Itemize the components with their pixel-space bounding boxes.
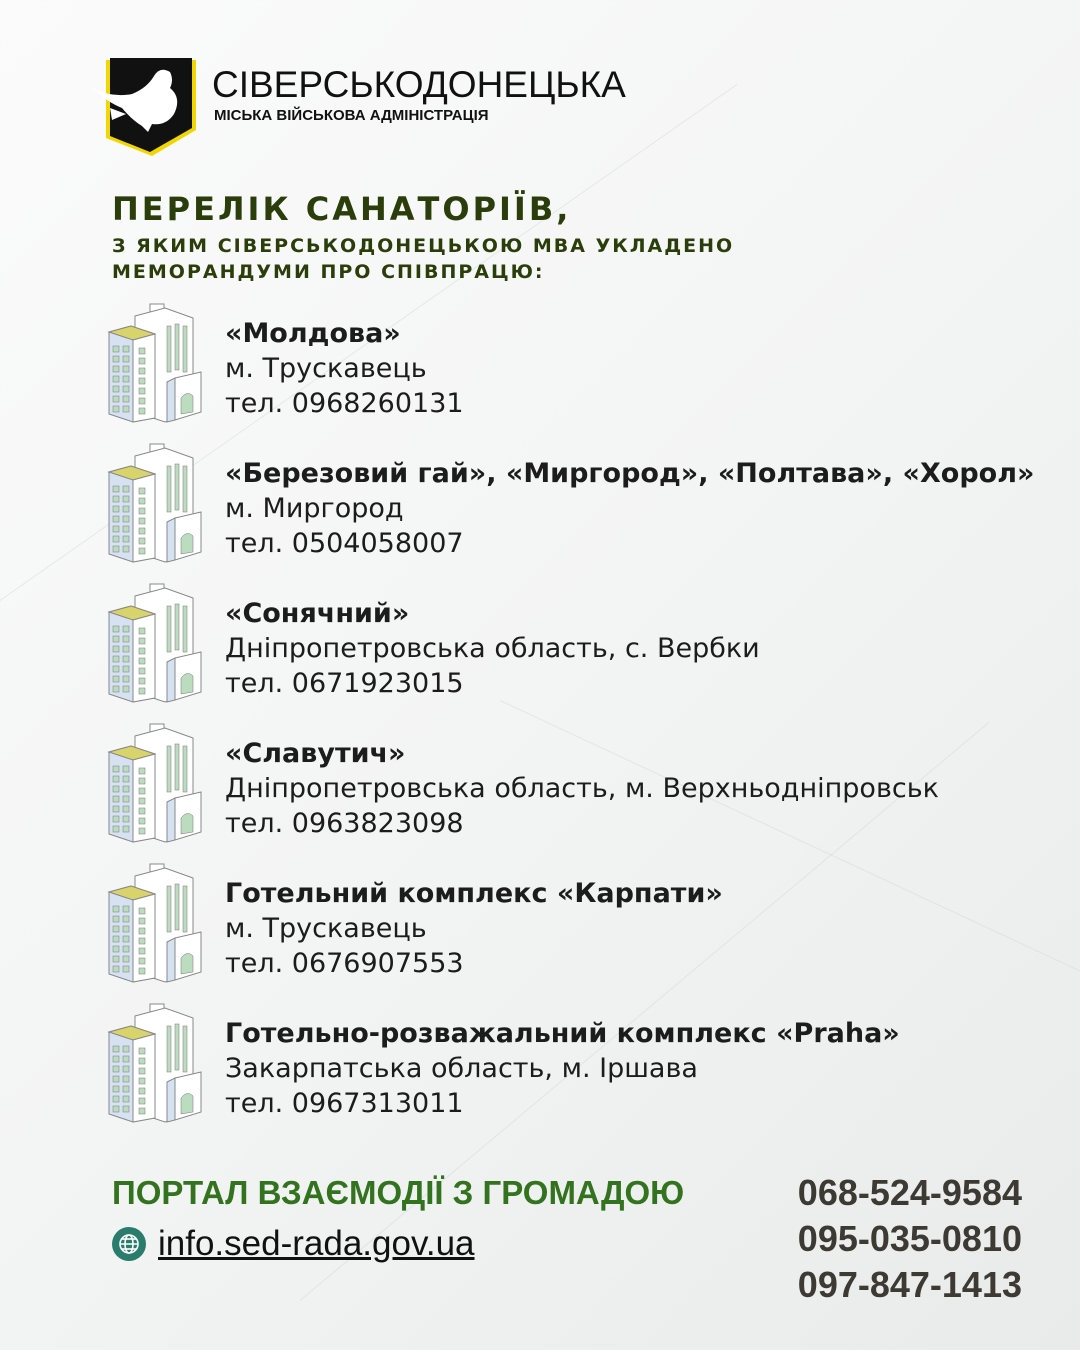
sanatorium-phone: тел. 0968260131 — [225, 388, 464, 419]
subtitle-line: З ЯКИМ СІВЕРСЬКОДОНЕЦЬКОЮ МВА УКЛАДЕНО — [112, 235, 735, 257]
sanatorium-phone: тел. 0963823098 — [225, 808, 464, 839]
sanatorium-location: м. Миргород — [225, 493, 404, 524]
building-icon — [105, 722, 205, 844]
sanatorium-name: «Березовий гай», «Миргород», «Полтава», «Хорол» — [225, 458, 1035, 489]
sanatorium-phone: тел. 0967313011 — [225, 1088, 464, 1119]
logo — [92, 58, 202, 158]
website-link-row[interactable] — [112, 1224, 475, 1264]
sanatorium-location: м. Трускавець — [225, 913, 427, 944]
portal-title: ПОРТАЛ ВЗАЄМОДІЇ З ГРОМАДОЮ — [112, 1174, 685, 1211]
sanatorium-item — [105, 302, 464, 424]
sanatorium-item — [105, 442, 1035, 564]
building-icon — [105, 302, 205, 424]
building-icon — [105, 862, 205, 984]
sanatorium-location: м. Трускавець — [225, 353, 427, 384]
globe-icon — [112, 1227, 146, 1261]
sanatorium-location: Дніпропетровська область, с. Вербки — [225, 633, 760, 664]
sanatorium-phone: тел. 0504058007 — [225, 528, 464, 559]
sanatorium-item — [105, 582, 760, 704]
sanatorium-name: «Славутич» — [225, 738, 406, 769]
sanatorium-info — [225, 456, 1034, 561]
brand-subtitle: МІСЬКА ВІЙСЬКОВА АДМІНІСТРАЦІЯ — [214, 107, 489, 124]
phone-number[interactable]: 097-847-1413 — [797, 1264, 1022, 1305]
page-subtitle — [112, 233, 734, 285]
subtitle-line: МЕМОРАНДУМИ ПРО СПІВПРАЦЮ: — [112, 261, 545, 283]
sanatorium-phone: тел. 0676907553 — [225, 948, 464, 979]
sanatorium-item — [105, 862, 723, 984]
sanatorium-location: Дніпропетровська область, м. Верхньодніпровськ — [225, 773, 939, 804]
website-link[interactable]: info.sed-rada.gov.ua — [158, 1224, 475, 1263]
sanatorium-name: Готельний комплекс «Карпати» — [225, 878, 723, 909]
sanatorium-name: «Сонячний» — [225, 598, 410, 629]
sanatorium-info — [225, 596, 760, 701]
sanatorium-name: «Молдова» — [225, 318, 401, 349]
dove-shield-logo-icon — [92, 58, 202, 158]
sanatorium-name: Готельно-розважальний комплекс «Praha» — [225, 1018, 900, 1049]
sanatorium-info — [225, 736, 939, 841]
page-title: ПЕРЕЛІК САНАТОРІЇВ, — [112, 190, 572, 228]
sanatorium-info — [225, 876, 723, 981]
sanatorium-item — [105, 722, 939, 844]
sanatorium-info — [225, 1016, 900, 1121]
building-icon — [105, 1002, 205, 1124]
building-icon — [105, 582, 205, 704]
building-icon — [105, 442, 205, 564]
phone-number[interactable]: 068-524-9584 — [797, 1172, 1022, 1213]
brand-name: СІВЕРСЬКОДОНЕЦЬКА — [212, 64, 626, 105]
sanatorium-info — [225, 316, 464, 421]
sanatorium-location: Закарпатська область, м. Іршава — [225, 1053, 698, 1084]
sanatorium-phone: тел. 0671923015 — [225, 668, 464, 699]
contact-phones — [798, 1170, 1022, 1308]
phone-number[interactable]: 095-035-0810 — [797, 1218, 1022, 1259]
sanatorium-item — [105, 1002, 900, 1124]
